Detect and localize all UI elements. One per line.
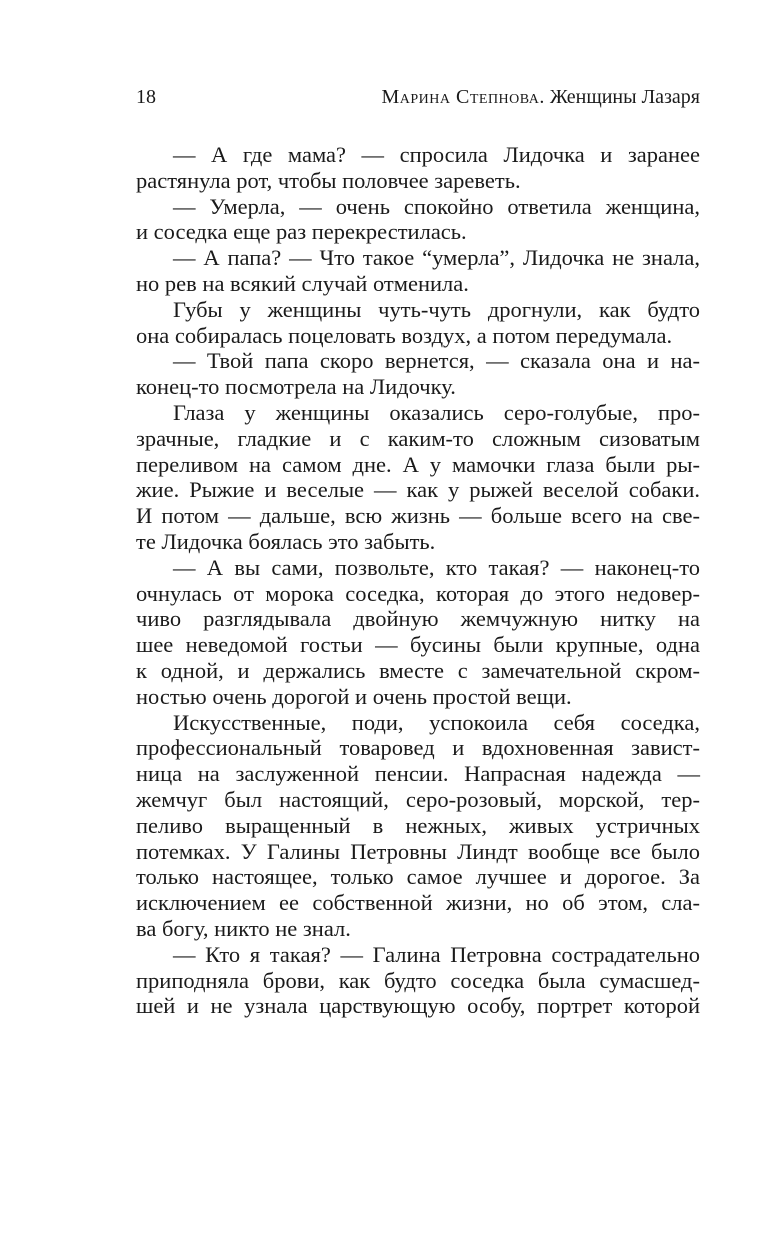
text-line: потемках. У Галины Петровны Линдт вообще все было <box>136 838 700 864</box>
text-line: приподняла брови, как будто соседка была сумасшед- <box>136 967 700 993</box>
text-line: ва богу, никто не знал. <box>136 915 351 941</box>
paragraph <box>136 555 700 710</box>
paragraph <box>136 400 700 555</box>
text-line: Губы у женщины чуть-чуть дрогнули, как будто <box>173 296 700 322</box>
text-line: только настоящее, только самое лучшее и дорогое. За <box>136 864 700 890</box>
text-line: — Умерла, — очень спокойно ответила женщина, <box>173 193 700 219</box>
book-title: Женщины Лазаря <box>549 86 700 108</box>
text-line: растянула рот, чтобы половчее зареветь. <box>136 167 521 193</box>
paragraph <box>136 710 700 942</box>
text-line: очнулась от морока соседка, которая до этого недовер- <box>136 580 700 606</box>
text-line: пеливо выращенный в нежных, живых устричных <box>136 812 700 838</box>
text-line: Искусственные, поди, успокоила себя соседка, <box>173 709 700 735</box>
paragraph <box>136 297 700 349</box>
text-line: чиво разглядывала двойную жемчужную нитку на <box>136 606 700 632</box>
text-line: — Кто я такая? — Галина Петровна сострадательно <box>173 941 700 967</box>
text-line: зрачные, гладкие и с каким-то сложным сизоватым <box>136 425 700 451</box>
text-line: — Твой папа скоро вернется, — сказала она и на- <box>173 348 700 374</box>
text-line: — А вы сами, позвольте, кто такая? — наконец-то <box>173 554 700 580</box>
text-line: — А папа? — Что такое “умерла”, Лидочка не знала, <box>173 245 700 271</box>
text-line: те Лидочка боялась это забыть. <box>136 528 436 554</box>
text-line: профессиональный товаровед и вдохновенная завист- <box>136 735 700 761</box>
text-line: жие. Рыжие и веселые — как у рыжей веселой собаки. <box>136 477 700 503</box>
paragraph <box>136 348 700 400</box>
text-line: исключением ее собственной жизни, но об этом, сла- <box>136 890 700 916</box>
paragraph <box>136 942 700 1019</box>
paragraph <box>136 245 700 297</box>
text-line: — А где мама? — спросила Лидочка и заранее <box>173 142 700 167</box>
page-number: 18 <box>136 86 156 108</box>
text-line: и соседка еще раз перекрестилась. <box>136 219 467 245</box>
text-line: Глаза у женщины оказались серо-голубые, про- <box>173 399 700 425</box>
author-name: Марина Степнова. <box>381 86 545 108</box>
text-line: но рев на всякий случай отменила. <box>136 270 469 296</box>
text-line: ница на заслуженной пенсии. Напрасная надежда — <box>136 761 700 787</box>
paragraph <box>136 194 700 246</box>
body-text <box>136 142 700 1019</box>
paragraph <box>136 142 700 194</box>
text-line: ностью очень дорогой и очень простой вещи. <box>136 683 572 709</box>
text-line: шее неведомой гостьи — бусины были крупные, одна <box>136 632 700 658</box>
text-line: к одной, и держались вместе с замечательной скром- <box>136 657 700 683</box>
text-line: переливом на самом дне. А у мамочки глаза были ры- <box>136 451 700 477</box>
running-header <box>136 86 700 116</box>
text-line: И потом — дальше, всю жизнь — больше всего на све- <box>136 503 700 529</box>
text-line: конец-то посмотрела на Лидочку. <box>136 374 456 400</box>
text-line: она собиралась поцеловать воздух, а потом передумала. <box>136 322 673 348</box>
running-title <box>381 86 700 109</box>
text-line: жемчуг был настоящий, серо-розовый, морской, тер- <box>136 786 700 812</box>
text-line: шей и не узнала царствующую особу, портрет которой <box>136 993 700 1019</box>
